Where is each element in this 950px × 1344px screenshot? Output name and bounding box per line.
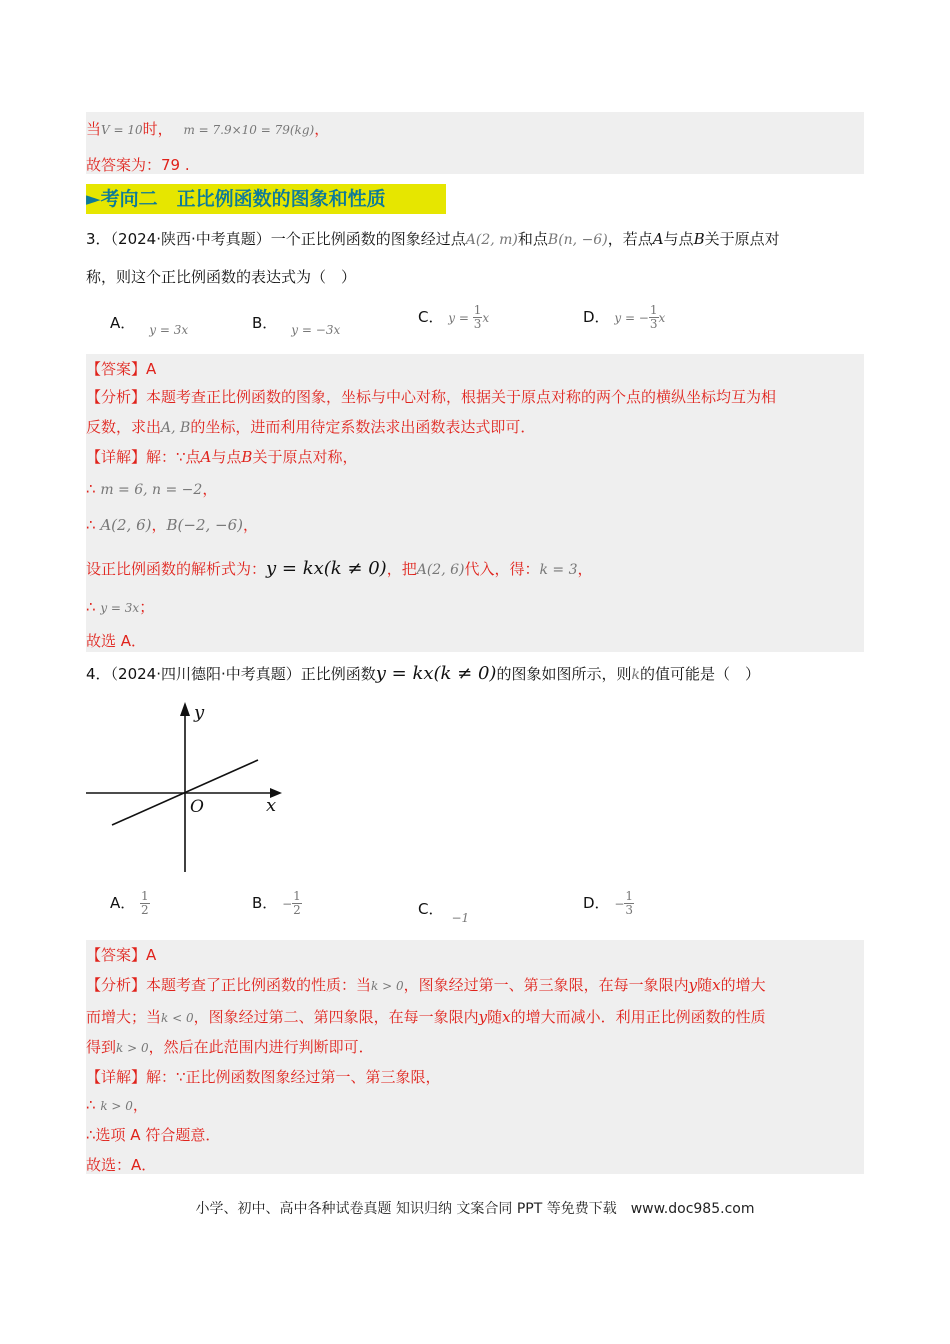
fraction: $\frac{1}{2}$ (141, 889, 149, 917)
q4-answer: 【答案】A (86, 946, 157, 964)
q3-option-b[interactable]: B． $_{y = -3x}$ (252, 314, 341, 337)
section-heading: ►考向二 正比例函数的图象和性质 (86, 184, 446, 214)
q4-detail-1: 【详解】解：∵正比例函数图象经过第一、第三象限， (86, 1068, 441, 1086)
q3-analysis-2: 反数，求出A, B的坐标，进而利用待定系数法求出函数表达式即可． (86, 418, 536, 436)
top-line-1: 当V = 10时， m = 7.9×10 = 79(kg)， (86, 120, 330, 138)
q3-answer-block (86, 354, 864, 652)
q3-detail-2: ∴ m = 6, n = −2， (86, 480, 218, 498)
q3-answer: 【答案】A (86, 360, 157, 378)
fraction: $\frac{1}{3}$ (473, 303, 482, 331)
fraction: $\frac{1}{2}$ (293, 889, 301, 917)
q4-detail-2: ∴ k > 0， (86, 1096, 148, 1114)
q3-detail-1: 【详解】解：∵点A与点B关于原点对称， (86, 448, 358, 466)
q4-answer-block (86, 940, 864, 1174)
y-axis-label: y (194, 702, 205, 723)
fraction: $\frac{1}{3}$ (625, 889, 634, 917)
q3-detail-4: 设正比例函数的解析式为：y = kx(k ≠ 0)，把A(2, 6)代入，得：k = 3， (86, 558, 593, 579)
q3-option-c[interactable]: C． y = $\frac{1}{3}$ x (418, 303, 490, 331)
y-axis-arrow (180, 702, 190, 716)
top-answer-block (86, 112, 864, 174)
origin-label: O (190, 797, 204, 817)
top-line-2: 故答案为：79 . (86, 156, 190, 174)
q3-analysis-1: 【分析】本题考查正比例函数的图象，坐标与中心对称，根据关于原点对称的两个点的横纵坐标均互为相 (86, 388, 777, 406)
q4-line-1: 4．（2024·四川德阳·中考真题）正比例函数y = kx(k ≠ 0)的图象如图所示，则k的值可能是（ ） (86, 663, 760, 684)
q4-analysis-1: 【分析】本题考查了正比例函数的性质：当k > 0，图象经过第一、第三象限，在每一象限内y随x的增大 (86, 976, 766, 994)
q4-option-b[interactable]: B． − $\frac{1}{2}$ (252, 889, 301, 917)
q4-option-a[interactable]: A． $\frac{1}{2}$ (110, 889, 149, 917)
q3-option-d[interactable]: D． y = − $\frac{1}{3}$ x (583, 303, 666, 331)
q3-option-a[interactable]: A． $_{y = 3x}$ (110, 314, 189, 337)
q4-analysis-2: 而增大；当k < 0，图象经过第二、第四象限，在每一象限内y随x的增大而减小．利用正比例函数的性质 (86, 1008, 766, 1026)
q4-detail-4: 故选：A． (86, 1156, 157, 1174)
page-footer: 小学、初中、高中各种试卷真题 知识归纳 文案合同 PPT 等免费下载 www.doc985.com (195, 1201, 755, 1217)
fraction: $\frac{1}{3}$ (649, 303, 658, 331)
x-axis-label: x (266, 795, 277, 816)
q4-option-c[interactable]: C． $_{-1}$ (418, 900, 470, 925)
q4-detail-3: ∴选项 A 符合题意． (86, 1126, 221, 1144)
q4-graph (86, 700, 286, 878)
q3-line-2: 称，则这个正比例函数的表达式为（ ） (86, 268, 357, 286)
q4-analysis-3: 得到k > 0，然后在此范围内进行判断即可． (86, 1038, 374, 1056)
q4-option-d[interactable]: D． − $\frac{1}{3}$ (583, 889, 634, 917)
q3-detail-6: 故选 A． (86, 632, 147, 650)
q3-detail-5: ∴ y = 3x； (86, 598, 155, 616)
q3-line-1: 3．（2024·陕西·中考真题）一个正比例函数的图象经过点A(2, m)和点B(n, −6)，若点A与点B关于原点对 (86, 230, 780, 248)
q3-detail-3: ∴ A(2, 6)，B(−2, −6)， (86, 516, 259, 534)
